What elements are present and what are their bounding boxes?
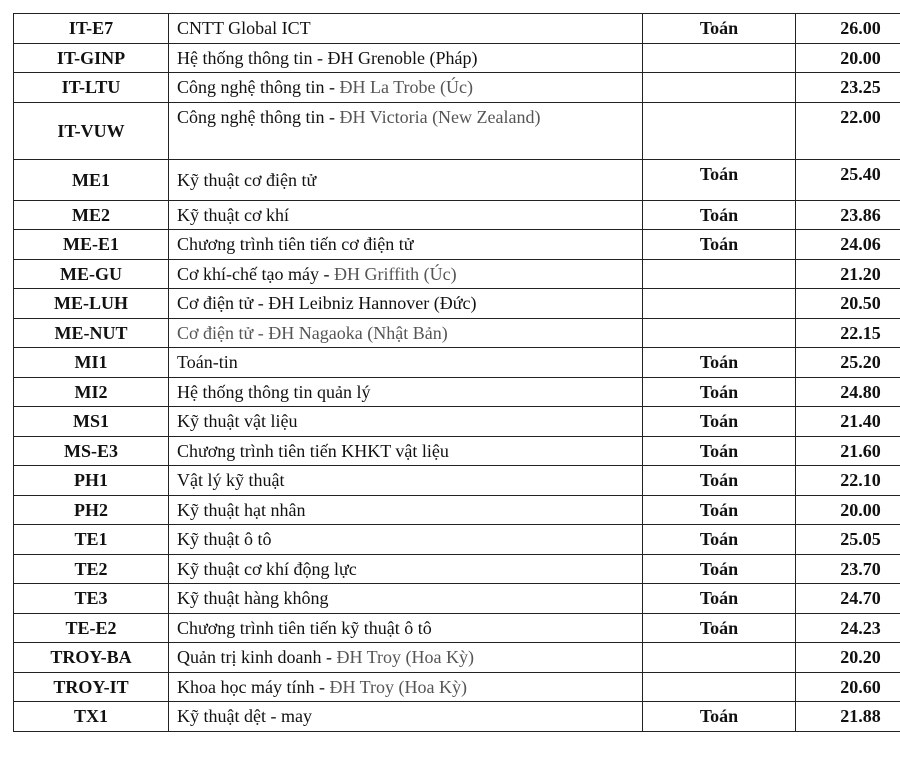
cutoff-score: 20.50 bbox=[796, 289, 900, 319]
program-code: TE1 bbox=[14, 525, 169, 555]
table-body bbox=[14, 14, 900, 732]
program-name-text: Cơ khí-chế tạo máy - bbox=[177, 263, 334, 284]
program-code: ME2 bbox=[14, 200, 169, 230]
table-row bbox=[14, 613, 900, 643]
program-code: PH2 bbox=[14, 495, 169, 525]
table-row bbox=[14, 159, 900, 200]
program-name bbox=[169, 348, 643, 378]
program-name bbox=[169, 259, 643, 289]
table-row bbox=[14, 102, 900, 159]
program-name-text: Toán-tin bbox=[177, 352, 238, 373]
program-name bbox=[169, 643, 643, 673]
weighted-subject: Toán bbox=[643, 495, 796, 525]
table-row bbox=[14, 407, 900, 437]
program-code: TROY-IT bbox=[14, 672, 169, 702]
program-name bbox=[169, 14, 643, 44]
program-name bbox=[169, 436, 643, 466]
program-name-text: Kỹ thuật ô tô bbox=[177, 529, 272, 550]
program-name bbox=[169, 584, 643, 614]
weighted-subject: Toán bbox=[643, 525, 796, 555]
table-row bbox=[14, 289, 900, 319]
program-name bbox=[169, 43, 643, 73]
partner-university: ĐH Griffith (Úc) bbox=[333, 263, 457, 284]
table-row bbox=[14, 377, 900, 407]
program-code: ME-LUH bbox=[14, 289, 169, 319]
program-name bbox=[169, 525, 643, 555]
table-row bbox=[14, 318, 900, 348]
cutoff-score: 24.23 bbox=[796, 613, 900, 643]
weighted-subject: Toán bbox=[643, 14, 796, 44]
program-code: ME1 bbox=[14, 159, 169, 200]
cutoff-score: 24.80 bbox=[796, 377, 900, 407]
program-name-text: Chương trình tiên tiến cơ điện tử bbox=[177, 234, 414, 255]
table-row bbox=[14, 436, 900, 466]
program-code: ME-NUT bbox=[14, 318, 169, 348]
program-name-text: Kỹ thuật vật liệu bbox=[177, 411, 298, 432]
cutoff-score: 25.40 bbox=[796, 159, 900, 200]
program-name bbox=[169, 230, 643, 260]
program-name-text: Kỹ thuật cơ khí bbox=[177, 204, 289, 225]
partner-university: ĐH Troy (Hoa Kỳ) bbox=[336, 647, 474, 668]
cutoff-score: 20.00 bbox=[796, 43, 900, 73]
partner-university: ĐH La Trobe (Úc) bbox=[339, 77, 473, 98]
program-name-text: Hệ thống thông tin quản lý bbox=[177, 381, 371, 402]
weighted-subject: Toán bbox=[643, 466, 796, 496]
cutoff-score: 23.86 bbox=[796, 200, 900, 230]
program-name bbox=[169, 495, 643, 525]
program-name-text: Kỹ thuật hạt nhân bbox=[177, 499, 306, 520]
cutoff-score: 23.25 bbox=[796, 73, 900, 103]
program-name-text: Công nghệ thông tin - bbox=[177, 77, 340, 98]
program-name bbox=[169, 102, 643, 159]
program-name-text: Kỹ thuật dệt - may bbox=[177, 706, 312, 727]
program-name-text: CNTT Global ICT bbox=[177, 18, 311, 39]
program-name-text: Vật lý kỹ thuật bbox=[177, 470, 285, 491]
weighted-subject bbox=[643, 43, 796, 73]
program-name-text: Cơ điện tử - ĐH Leibniz Hannover (Đức) bbox=[177, 293, 477, 314]
cutoff-score: 26.00 bbox=[796, 14, 900, 44]
program-name bbox=[169, 702, 643, 732]
program-name-text: Kỹ thuật cơ điện tử bbox=[177, 169, 317, 190]
table-row bbox=[14, 43, 900, 73]
weighted-subject bbox=[643, 102, 796, 159]
program-name bbox=[169, 200, 643, 230]
program-name-text: Kỹ thuật cơ khí động lực bbox=[177, 558, 357, 579]
cutoff-score: 25.20 bbox=[796, 348, 900, 378]
weighted-subject: Toán bbox=[643, 584, 796, 614]
program-code: TROY-BA bbox=[14, 643, 169, 673]
program-code: MI2 bbox=[14, 377, 169, 407]
cutoff-score: 21.60 bbox=[796, 436, 900, 466]
weighted-subject bbox=[643, 672, 796, 702]
weighted-subject bbox=[643, 318, 796, 348]
program-name bbox=[169, 466, 643, 496]
table-row bbox=[14, 73, 900, 103]
program-code: IT-VUW bbox=[14, 102, 169, 159]
program-name bbox=[169, 407, 643, 437]
cutoff-score: 21.40 bbox=[796, 407, 900, 437]
cutoff-score: 20.60 bbox=[796, 672, 900, 702]
admission-scores-table bbox=[13, 13, 900, 732]
program-code: ME-GU bbox=[14, 259, 169, 289]
program-name-text: Quản trị kinh doanh - bbox=[177, 647, 337, 668]
table-row bbox=[14, 200, 900, 230]
program-code: IT-E7 bbox=[14, 14, 169, 44]
table-row bbox=[14, 702, 900, 732]
table-row bbox=[14, 643, 900, 673]
program-code: TE-E2 bbox=[14, 613, 169, 643]
program-code: ME-E1 bbox=[14, 230, 169, 260]
weighted-subject: Toán bbox=[643, 407, 796, 437]
weighted-subject: Toán bbox=[643, 377, 796, 407]
weighted-subject bbox=[643, 643, 796, 673]
cutoff-score: 21.20 bbox=[796, 259, 900, 289]
partner-university: Cơ điện tử - ĐH Nagaoka (Nhật Bản) bbox=[177, 322, 448, 343]
program-code: MS1 bbox=[14, 407, 169, 437]
table-row bbox=[14, 259, 900, 289]
cutoff-score: 24.70 bbox=[796, 584, 900, 614]
program-name-text: Công nghệ thông tin - bbox=[177, 106, 340, 127]
cutoff-score: 25.05 bbox=[796, 525, 900, 555]
table-row bbox=[14, 672, 900, 702]
weighted-subject: Toán bbox=[643, 200, 796, 230]
program-name bbox=[169, 613, 643, 643]
weighted-subject: Toán bbox=[643, 702, 796, 732]
program-name bbox=[169, 318, 643, 348]
table-row bbox=[14, 584, 900, 614]
program-name bbox=[169, 672, 643, 702]
table-row bbox=[14, 495, 900, 525]
cutoff-score: 20.00 bbox=[796, 495, 900, 525]
cutoff-score: 20.20 bbox=[796, 643, 900, 673]
program-name bbox=[169, 73, 643, 103]
weighted-subject bbox=[643, 259, 796, 289]
program-code: IT-LTU bbox=[14, 73, 169, 103]
table-row bbox=[14, 525, 900, 555]
weighted-subject bbox=[643, 289, 796, 319]
table-row bbox=[14, 554, 900, 584]
program-name-text: Chương trình tiên tiến KHKT vật liệu bbox=[177, 440, 449, 461]
weighted-subject: Toán bbox=[643, 613, 796, 643]
program-code: PH1 bbox=[14, 466, 169, 496]
program-name bbox=[169, 554, 643, 584]
weighted-subject: Toán bbox=[643, 159, 796, 200]
program-name bbox=[169, 159, 643, 200]
cutoff-score: 23.70 bbox=[796, 554, 900, 584]
program-code: MI1 bbox=[14, 348, 169, 378]
cutoff-score: 21.88 bbox=[796, 702, 900, 732]
program-name bbox=[169, 377, 643, 407]
partner-university: ĐH Troy (Hoa Kỳ) bbox=[329, 676, 467, 697]
cutoff-score: 22.10 bbox=[796, 466, 900, 496]
program-name-text: Hệ thống thông tin - ĐH Grenoble (Pháp) bbox=[177, 47, 478, 68]
program-name bbox=[169, 289, 643, 319]
program-code: TX1 bbox=[14, 702, 169, 732]
weighted-subject: Toán bbox=[643, 230, 796, 260]
program-name-text: Chương trình tiên tiến kỹ thuật ô tô bbox=[177, 617, 432, 638]
table-row bbox=[14, 14, 900, 44]
cutoff-score: 22.00 bbox=[796, 102, 900, 159]
table-row bbox=[14, 466, 900, 496]
weighted-subject bbox=[643, 73, 796, 103]
program-code: MS-E3 bbox=[14, 436, 169, 466]
weighted-subject: Toán bbox=[643, 348, 796, 378]
weighted-subject: Toán bbox=[643, 554, 796, 584]
table-row bbox=[14, 230, 900, 260]
program-name-text: Khoa học máy tính - bbox=[177, 676, 330, 697]
weighted-subject: Toán bbox=[643, 436, 796, 466]
program-code: IT-GINP bbox=[14, 43, 169, 73]
partner-university: ĐH Victoria (New Zealand) bbox=[339, 106, 541, 127]
cutoff-score: 24.06 bbox=[796, 230, 900, 260]
table-row bbox=[14, 348, 900, 378]
cutoff-score: 22.15 bbox=[796, 318, 900, 348]
program-code: TE3 bbox=[14, 584, 169, 614]
program-name-text: Kỹ thuật hàng không bbox=[177, 588, 329, 609]
program-code: TE2 bbox=[14, 554, 169, 584]
